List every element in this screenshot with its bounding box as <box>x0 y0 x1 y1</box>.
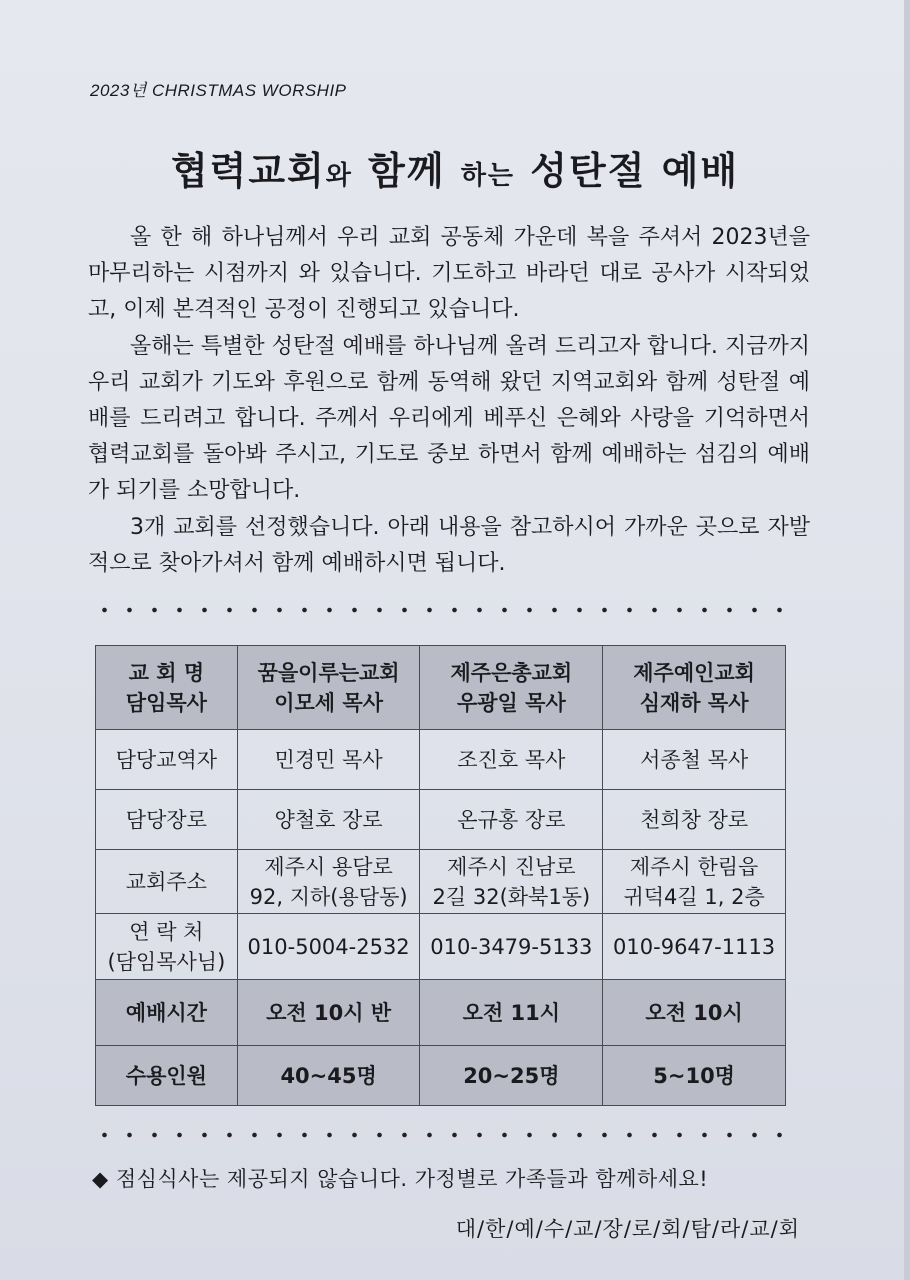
table-cell: 서종철 목사 <box>603 730 786 790</box>
paragraph-2: 올해는 특별한 성탄절 예배를 하나님께 올려 드리고자 합니다. 지금까지 우리 교회가 기도와 후원으로 함께 동역해 왔던 지역교회와 함께 성탄절 예배를 드리려고 합니다. 주께서 우리에게 베푸신 은혜와 사랑을 기억하면서 협력교회를 돌아봐 주시고, 기도로 중보 하면서 함께 예배하는 섬김의 예배가 되기를 소망합니다. <box>88 333 810 504</box>
row-label: 예배시간 <box>96 980 238 1046</box>
title-part-5: 성탄절 예배 <box>515 149 740 193</box>
table-row-elder <box>96 790 786 850</box>
church-header-cell <box>603 646 786 730</box>
organization-signature: 대/한/예/수/교/장/로/회/탐/라/교/회 <box>455 1217 800 1241</box>
church-name: 꿈을이루는교회 <box>257 660 400 685</box>
address-cell <box>603 850 786 914</box>
row-label <box>96 914 238 980</box>
event-subtitle: 2023년 CHRISTMAS WORSHIP <box>90 81 347 100</box>
address-line-2: 2길 32(화북1동) <box>432 884 591 909</box>
church-name-label: 교 회 명 <box>128 660 205 685</box>
header-label-cell <box>96 646 238 730</box>
title-part-4: 하는 <box>460 161 516 191</box>
church-header-cell <box>237 646 420 730</box>
table-cell: 오전 10시 <box>603 980 786 1046</box>
address-line-1: 제주시 진남로 <box>447 854 576 879</box>
church-info-table <box>95 645 786 1106</box>
paragraph-1: 올 한 해 하나님께서 우리 교회 공동체 가운데 복을 주셔서 2023년을 마무리하는 시점까지 와 있습니다. 기도하고 바라던 대로 공사가 시작되었고, 이제 본격적인 공정이 진행되고 있습니다. <box>88 225 810 323</box>
paragraph-3: 3개 교회를 선정했습니다. 아래 내용을 참고하시어 가까운 곳으로 자발적으로 찾아가셔서 함께 예배하시면 됩니다. <box>88 514 810 576</box>
table-cell: 양철호 장로 <box>237 790 420 850</box>
table-cell: 민경민 목사 <box>237 730 420 790</box>
body-text <box>88 220 810 582</box>
table-row-contact <box>96 914 786 980</box>
dotted-divider-bottom <box>92 1130 792 1140</box>
address-line-2: 92, 지하(용담동) <box>249 884 408 909</box>
table-cell: 천희창 장로 <box>603 790 786 850</box>
phone-cell: 010-9647-1113 <box>603 914 786 980</box>
row-label: 담당장로 <box>96 790 238 850</box>
row-label: 교회주소 <box>96 850 238 914</box>
table-row-time <box>96 980 786 1046</box>
title-part-1: 협력교회 <box>170 149 326 193</box>
table-row-minister <box>96 730 786 790</box>
address-line-2: 귀덕4길 1, 2층 <box>623 884 765 909</box>
address-cell <box>420 850 603 914</box>
church-pastor: 심재하 목사 <box>639 690 749 715</box>
title-part-2: 와 <box>325 161 353 191</box>
contact-sublabel: (담임목사님) <box>107 949 226 974</box>
table-row-capacity <box>96 1046 786 1106</box>
address-line-1: 제주시 용담로 <box>264 854 393 879</box>
table-row-address <box>96 850 786 914</box>
contact-label: 연 락 처 <box>129 919 204 944</box>
church-pastor: 우광일 목사 <box>456 690 566 715</box>
address-line-1: 제주시 한림읍 <box>629 854 759 879</box>
phone-cell: 010-3479-5133 <box>420 914 603 980</box>
phone-cell: 010-5004-2532 <box>237 914 420 980</box>
table-row-header <box>96 646 786 730</box>
church-pastor: 이모세 목사 <box>274 690 383 715</box>
title-part-3: 함께 <box>352 149 461 193</box>
pastor-label: 담임목사 <box>125 690 207 715</box>
table-cell: 온규홍 장로 <box>420 790 603 850</box>
dotted-divider-top <box>92 605 792 615</box>
table-cell: 오전 10시 반 <box>237 980 420 1046</box>
table-cell: 40~45명 <box>237 1046 420 1106</box>
table-cell: 20~25명 <box>420 1046 603 1106</box>
row-label: 수용인원 <box>96 1046 238 1106</box>
church-name: 제주은총교회 <box>450 660 573 685</box>
church-name: 제주예인교회 <box>633 660 755 685</box>
church-header-cell <box>420 646 603 730</box>
table-cell: 오전 11시 <box>420 980 603 1046</box>
table-cell: 조진호 목사 <box>420 730 603 790</box>
page-title <box>0 140 910 195</box>
table-cell: 5~10명 <box>603 1046 786 1106</box>
lunch-notice: ◆ 점심식사는 제공되지 않습니다. 가정별로 가족들과 함께하세요! <box>92 1167 709 1191</box>
row-label: 담당교역자 <box>96 730 238 790</box>
address-cell <box>237 850 420 914</box>
